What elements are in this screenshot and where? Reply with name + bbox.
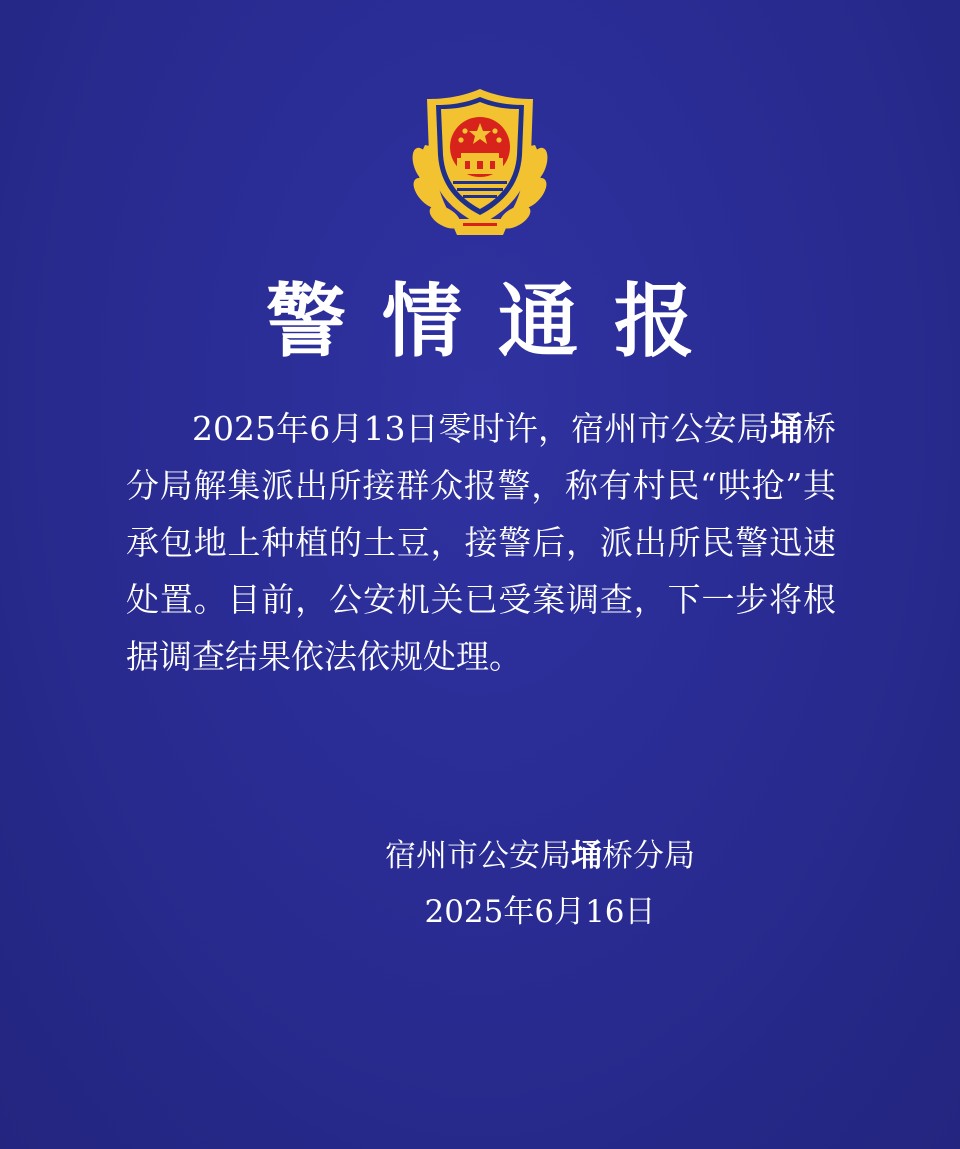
notice-body [126, 400, 836, 685]
signature-org [340, 828, 740, 884]
paragraph-bold-char: 埇 [769, 409, 803, 448]
paragraph-text-end: 桥分局解集派出所接群众报警，称有村民“哄抢”其承包地上种植的土豆，接警后，派出所民警迅速处置。目前，公安机关已受案调查，下一步将根据调查结果依法依规处理。 [126, 409, 836, 676]
notice-title: 警情通报 [266, 275, 730, 368]
police-emblem-icon [405, 85, 555, 240]
paragraph-text-start: 2025年6月13日零时许，宿州市公安局 [192, 409, 770, 448]
signature-org-end: 桥分局 [602, 838, 695, 874]
signature-org-bold-char: 埇 [571, 838, 602, 874]
signature-block [340, 828, 740, 940]
notice-paragraph [126, 400, 836, 685]
signature-org-start: 宿州市公安局 [385, 838, 571, 874]
signature-date: 2025年6月16日 [424, 894, 656, 930]
